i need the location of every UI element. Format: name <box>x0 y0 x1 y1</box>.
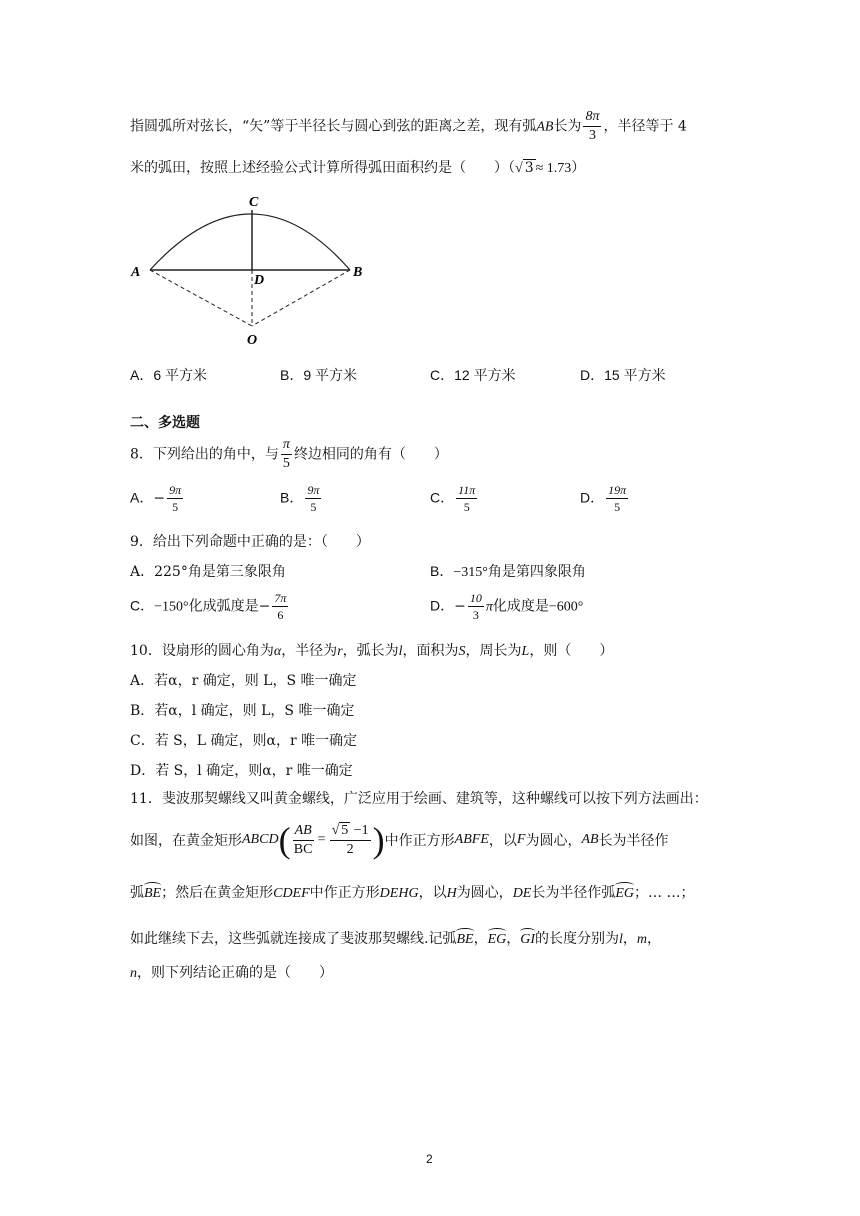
q9-option-d-sign: − <box>454 598 466 615</box>
q10-l: l <box>398 644 403 659</box>
q10-stem-a: 10．设扇形的圆心角为 <box>130 643 274 659</box>
q11-sqrt5: 5 <box>341 822 349 838</box>
q8-option-a-label: A． <box>130 489 154 506</box>
q7-fraction <box>583 110 601 143</box>
arc-curve <box>150 214 350 270</box>
q10-option-d[interactable]: D．若 S，l 确定，则α，r 唯一确定 <box>130 763 353 779</box>
q10-stem-d: ，面积为 <box>402 643 459 659</box>
q8-option-c-frac <box>456 484 477 513</box>
q11-line2: 如图，在黄金矩形 ABCD ( $\frac{AB}{BC}$ = $\frac{√ 5 -1}{2}$ ) 中作正方形 ABFE ，以 F 为圆心， AB 长为半径作 <box>130 820 669 860</box>
q11-H: H <box>446 886 457 901</box>
q8-frac-num: π <box>281 438 292 455</box>
q11-paren-open: ( <box>278 820 291 860</box>
q8-option-c-den: 5 <box>463 500 470 514</box>
q7-sqrt: 3 <box>524 160 534 176</box>
q8-option-c-label: C． <box>430 489 455 506</box>
label-c: C <box>249 195 259 210</box>
q7-line1-text: 指圆弧所对弦长，“矢”等于半径长与圆心到弦的距离之差，现有弧 <box>130 118 537 135</box>
q11-line2-c: ，以 <box>488 833 517 849</box>
q8-option-a-frac <box>167 484 183 513</box>
q7-line2-text: 米的弧田，按照上述经验公式计算所得弧田面积约是（ ）（ <box>130 160 515 176</box>
q11-line1: 11．斐波那契螺线又叫黄金螺线，广泛应用于绘画、建筑等，这种螺线可以按下列方法画出： <box>130 791 708 807</box>
q11-ratio-frac <box>293 824 314 857</box>
q11-line3-e: 为圆心， <box>456 885 513 901</box>
q9-option-b[interactable] <box>430 561 586 581</box>
q10-stem-c: ，弧长为 <box>342 643 399 659</box>
q7-option-b[interactable]: B．9 平方米 <box>280 367 358 383</box>
q9-option-d-label: D． <box>430 597 455 614</box>
q9-option-d-num: 10 <box>469 591 482 605</box>
q11-sep4: ， <box>647 931 662 947</box>
q11-arc-gi: GI <box>520 928 535 948</box>
q7-line1-text-b: 长为 <box>553 118 582 135</box>
q11-AB: AB <box>581 832 599 847</box>
q10-r: r <box>337 644 343 659</box>
q11-ratio-den: BC <box>293 841 313 857</box>
q11-line4-b: 的长度分别为 <box>535 931 620 947</box>
q9-option-c-value: −150° <box>154 599 189 615</box>
q10-stem-e: ，周长为 <box>465 643 522 659</box>
q9-option-b-label: B． <box>430 563 454 579</box>
q11-paren-close: ) <box>372 820 385 860</box>
q8-stem-b: 终边相同的角有（ ） <box>293 446 448 463</box>
q11-line5 <box>130 962 333 982</box>
q11-cdef: CDEF <box>273 886 310 901</box>
q7-option-a[interactable]: A．6 平方米 <box>130 367 208 383</box>
segment-bo <box>252 270 350 326</box>
q8-option-b-label: B． <box>280 489 304 506</box>
q9-option-a[interactable]: A．225°角是第三象限角 <box>130 564 286 580</box>
q11-m: m <box>636 932 648 947</box>
q10-option-a[interactable]: A．若α，r 确定，则 L，S 唯一确定 <box>130 673 357 689</box>
q11-line3-c: 中作正方形 <box>309 885 380 901</box>
q11-abfe: ABFE <box>454 832 489 847</box>
q10-L: L <box>521 644 530 659</box>
q8-fraction <box>281 438 292 471</box>
q7-line1 <box>130 110 687 143</box>
q8-option-c-num: 11π <box>458 483 476 497</box>
q11-abcd: ABCD <box>242 832 279 847</box>
q10-option-c[interactable]: C．若 S，L 确定，则α，r 唯一确定 <box>130 733 358 749</box>
q11-sep2: ， <box>506 931 521 947</box>
q7-option-c[interactable]: C．12 平方米 <box>430 367 516 383</box>
q8-option-a-den: 5 <box>172 500 179 514</box>
q10-stem-b: ，半径为 <box>281 643 338 659</box>
segment-ao <box>150 270 252 326</box>
q11-line2-a: 如图，在黄金矩形 <box>130 833 242 849</box>
q11-n: n <box>130 966 137 981</box>
q9-stem: 9．给出下列命题中正确的是：（ ） <box>130 534 370 550</box>
q8-option-a[interactable] <box>130 484 185 513</box>
q11-DE: DE <box>512 886 532 901</box>
q7-frac-num: 8π <box>583 110 601 127</box>
q9-option-d-value: −600° <box>548 599 584 615</box>
q9-option-c-text: 化成弧度是 <box>188 598 259 615</box>
q11-arc-be-2: BE <box>456 928 473 948</box>
q9-option-c-num: 7π <box>274 591 287 605</box>
q9-option-d-pi: π <box>485 599 493 615</box>
q8-option-a-sign: − <box>153 490 166 507</box>
label-o: O <box>247 333 258 348</box>
q7-frac-den: 3 <box>588 128 596 143</box>
q8-option-d-frac <box>606 484 628 513</box>
q9-option-d-den: 3 <box>472 608 479 622</box>
q11-line3-d: ，以 <box>418 885 447 901</box>
q8-option-d[interactable] <box>580 484 630 513</box>
q10-s: S <box>458 644 466 659</box>
q11-line2-d: 为圆心， <box>525 833 582 849</box>
q11-line3-f: 长为半径作弧 <box>531 885 616 901</box>
q8-option-b[interactable] <box>280 484 323 513</box>
q11-arc-be: BE <box>144 882 161 902</box>
q8-option-d-den: 5 <box>614 500 621 514</box>
q11-dehg: DEHG <box>379 886 419 901</box>
label-d: D <box>254 273 265 288</box>
q7-close: ） <box>571 160 586 176</box>
q8-stem-a: 8．下列给出的角中，与 <box>130 446 279 463</box>
q11-line3 <box>130 882 694 902</box>
q9-option-c-label: C． <box>130 597 155 614</box>
q7-option-d[interactable]: D．15 平方米 <box>580 367 666 383</box>
q7-line1-text-c: ，半径等于 4 <box>603 118 687 135</box>
q7-approx: ≈ 1.73 <box>535 161 572 176</box>
q9-option-d-frac <box>468 592 484 621</box>
q11-sep1: ， <box>473 931 488 947</box>
q11-line3-b: ；然后在黄金矩形 <box>161 885 274 901</box>
q11-line2-e: 长为半径作 <box>598 833 669 849</box>
arc-field-figure <box>125 188 375 353</box>
q9-option-b-text: 角是第四象限角 <box>487 564 586 580</box>
q10-stem <box>130 640 613 660</box>
q11-l: l <box>619 932 623 947</box>
q8-option-b-frac <box>305 484 321 513</box>
q7-ab: AB <box>536 119 554 135</box>
q9-option-d[interactable] <box>430 592 583 621</box>
q11-line4-a: 如此继续下去，这些弧就连接成了斐波那契螺线.记弧 <box>130 931 457 947</box>
q11-sep3: ， <box>622 931 637 947</box>
q9-option-b-value: −315° <box>453 565 488 580</box>
q11-ratio-num: AB <box>293 824 314 841</box>
q9-option-d-text: 化成度是 <box>492 598 549 615</box>
q10-stem-f: ，则（ ） <box>529 643 614 659</box>
q11-arc-eg: EG <box>615 882 634 902</box>
page-number: 2 <box>426 1152 433 1166</box>
q9-option-c-den: 6 <box>277 608 284 622</box>
label-a: A <box>131 265 141 280</box>
q11-line4 <box>130 928 661 948</box>
q11-arc-eg-2: EG <box>488 928 507 948</box>
q8-frac-den: 5 <box>282 456 290 471</box>
q8-option-b-den: 5 <box>310 500 317 514</box>
q8-option-a-num: 9π <box>169 483 182 497</box>
q9-option-c[interactable] <box>130 592 290 621</box>
q11-golden-frac: $\frac{√ 5 -1}{2}$ <box>331 822 369 857</box>
q8-option-b-num: 9π <box>307 483 320 497</box>
q8-stem <box>130 438 448 471</box>
q8-option-c[interactable] <box>430 484 479 513</box>
q11-F: F <box>516 832 526 847</box>
label-b: B <box>353 265 363 280</box>
q9-option-c-frac <box>272 592 288 621</box>
q11-line3-g: ；… …； <box>634 885 695 901</box>
q11-line3-a: 弧 <box>130 885 144 901</box>
q8-option-d-label: D． <box>580 489 605 506</box>
q10-alpha: α <box>273 644 282 659</box>
q11-line2-b: 中作正方形 <box>384 833 455 849</box>
section-heading-multi-choice: 二、多选题 <box>130 415 200 431</box>
q11-den2: 2 <box>346 841 354 857</box>
q7-line2: 米的弧田，按照上述经验公式计算所得弧田面积约是（ ）（√ 3 ≈ 1.73） <box>130 160 586 176</box>
q10-option-b[interactable]: B．若α，l 确定，则 L，S 唯一确定 <box>130 703 355 719</box>
q8-option-d-num: 19π <box>608 483 627 497</box>
q9-option-c-sign: − <box>258 598 271 615</box>
q11-line5-b: ，则下列结论正确的是（ ） <box>137 965 333 981</box>
q11-minus1: −1 <box>350 822 369 838</box>
